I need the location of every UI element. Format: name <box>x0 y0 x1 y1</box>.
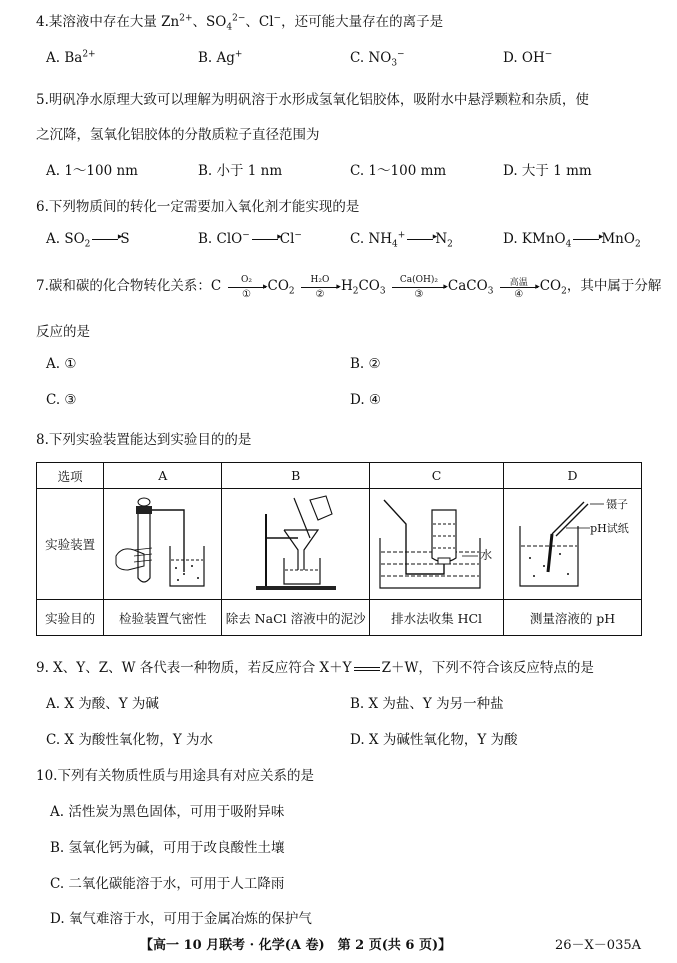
apparatus-b-filtration <box>222 489 370 600</box>
label-water: 水 <box>480 548 493 562</box>
q5-option-b: B. 小于 1 nm <box>198 163 283 179</box>
equals-icon <box>354 667 380 671</box>
goal-a: 检验装置气密性 <box>104 600 222 636</box>
q5-option-d: D. 大于 1 mm <box>503 163 592 179</box>
question-10-stem: 10.下列有关物质性质与用途具有对应关系的是 <box>36 768 314 784</box>
reaction-arrow-2: H₂O ▸ ② <box>301 278 339 296</box>
reaction-arrow-4: 高温 ▸ ④ <box>500 278 538 296</box>
q7-option-c: C. ③ <box>46 392 77 408</box>
arrow-icon <box>252 239 278 240</box>
q9-option-a: A. X 为酸、Y 为碱 <box>46 696 159 712</box>
row-label-device: 实验装置 <box>37 489 104 600</box>
table-header-b: B <box>222 463 370 489</box>
question-7-stem-line1: 7.碳和碳的化合物转化关系：C O₂ ▸ ① $CO_2$ H₂O ▸ ② $H_2CO_3$ Ca(OH)₂ ▸ ③ CaCO$_3$ 高温 ▸ ④ $CO_2$，其中属于分解 <box>36 274 662 300</box>
question-7-stem-line2: 反应的是 <box>36 324 90 340</box>
reaction-arrow-3: Ca(OH)₂ ▸ ③ <box>392 278 446 296</box>
q4-option-b: B. Ag+ <box>198 49 243 66</box>
question-9-stem: 9. X、Y、Z、W 各代表一种物质，若反应符合 X＋Y Z＋W，下列不符合该反应特点的是 <box>36 660 594 676</box>
q6-option-b: B. ClO−▸ Cl− <box>198 231 302 247</box>
q6-option-a: A. $SO_2▸$ S <box>46 231 130 247</box>
question-4-stem: 4.某溶液中存在大量 $Zn^{2+}$、$SO_4^{2-}$、Cl−，还可能大量存在的离子是 <box>36 13 444 33</box>
q4-option-a: A. $Ba^{2+}$ <box>46 49 96 66</box>
page-footer: 【高一 10 月联考 · 化学(A 卷) 第 2 页(共 6 页)】 <box>140 938 452 953</box>
q9-option-c: C. X 为酸性氧化物，Y 为水 <box>46 732 214 748</box>
q5-option-a: A. 1～100 nm <box>46 163 138 179</box>
table-header-option: 选项 <box>37 463 104 489</box>
q9-option-d: D. X 为碱性氧化物，Y 为酸 <box>350 732 518 748</box>
q6-option-c: C. $NH_4^+▸$ $N_2$ <box>350 231 453 247</box>
goal-d: 测量溶液的 pH <box>504 600 642 636</box>
q4-option-d: D. OH− <box>503 49 553 66</box>
q6-option-d: D. KMnO$_4$▸ MnO$_2$ <box>503 231 641 247</box>
question-6-stem: 6.下列物质间的转化一定需要加入氧化剂才能实现的是 <box>36 199 360 215</box>
question-8-stem: 8.下列实验装置能达到实验目的的是 <box>36 432 252 448</box>
q7-option-a: A. ① <box>46 356 77 372</box>
question-5-stem-line1: 5.明矾净水原理大致可以理解为明矾溶于水形成氢氧化铝胶体，吸附水中悬浮颗粒和杂质，使 <box>36 92 589 108</box>
experiment-table <box>36 462 642 636</box>
q4-option-c: C. $NO_3^-$ <box>350 49 405 69</box>
q10-option-a: A. 活性炭为黑色固体，可用于吸附异味 <box>50 804 285 820</box>
q7-option-b: B. ② <box>350 356 381 372</box>
question-5-stem-line2: 之沉降，氢氧化铝胶体的分散质粒子直径范围为 <box>36 127 320 143</box>
label-tweezers: 镊子 <box>606 498 629 511</box>
q5-option-c: C. 1～100 mm <box>350 163 447 179</box>
apparatus-a-airtightness <box>104 489 222 600</box>
table-header-c: C <box>370 463 504 489</box>
goal-c: 排水法收集 HCl <box>370 600 504 636</box>
arrow-icon <box>92 239 118 240</box>
arrow-icon <box>407 239 433 240</box>
arrow-icon <box>573 239 599 240</box>
apparatus-d-ph-measurement <box>504 489 642 600</box>
q10-option-d: D. 氧气难溶于水，可用于金属冶炼的保护气 <box>50 911 312 927</box>
row-label-goal: 实验目的 <box>37 600 104 636</box>
q9-option-b: B. X 为盐、Y 为另一种盐 <box>350 696 504 712</box>
table-header-d: D <box>504 463 642 489</box>
q7-option-d: D. ④ <box>350 392 382 408</box>
q10-option-c: C. 二氧化碳能溶于水，可用于人工降雨 <box>50 876 285 892</box>
apparatus-c-water-collection <box>370 489 504 600</box>
label-ph-paper: pH试纸 <box>590 522 629 535</box>
reaction-arrow-1: O₂ ▸ ① <box>228 278 266 296</box>
table-header-a: A <box>104 463 222 489</box>
q10-option-b: B. 氢氧化钙为碱，可用于改良酸性土壤 <box>50 840 285 856</box>
paper-code: 26－X－035A <box>555 938 641 953</box>
goal-b: 除去 NaCl 溶液中的泥沙 <box>222 600 370 636</box>
